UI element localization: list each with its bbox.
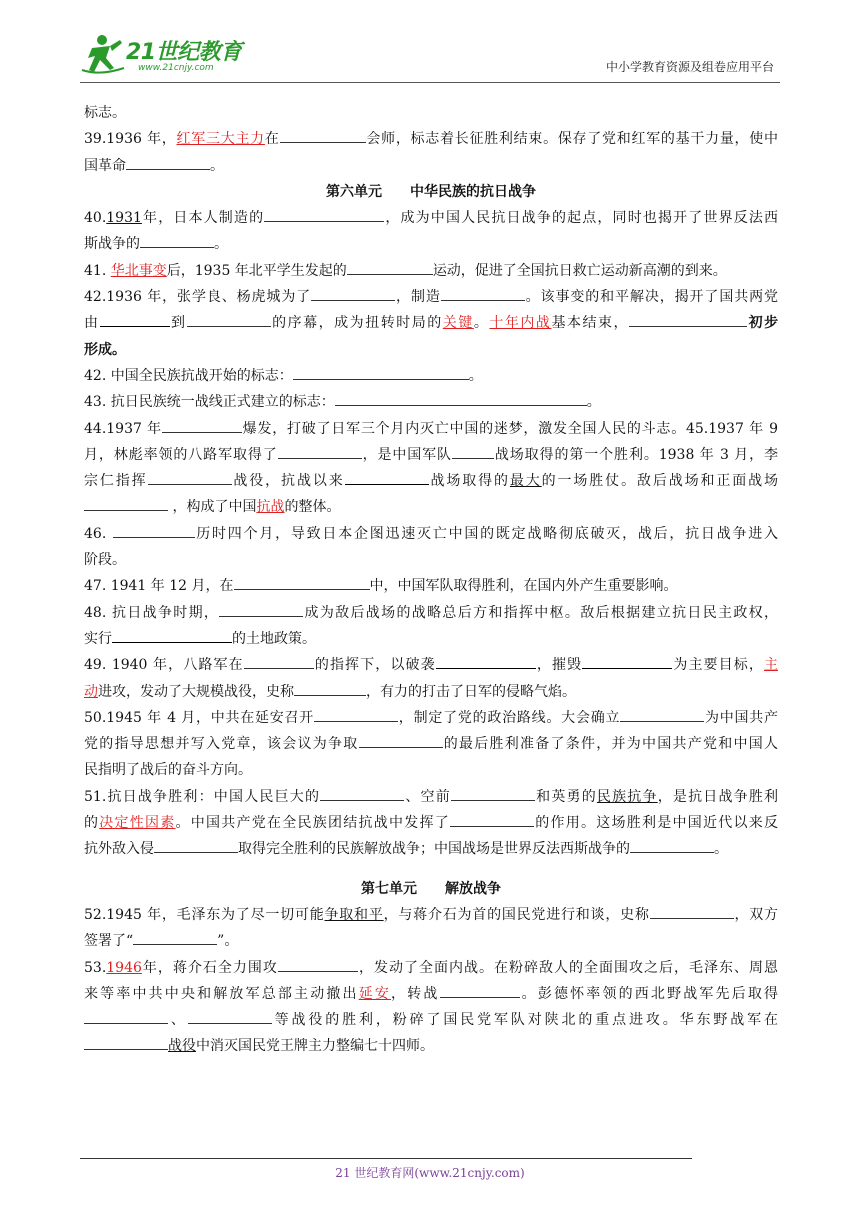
highlight-term: 关键 (442, 315, 474, 332)
question-50: 50.1945 年 4 月，中共在延安召开 ，制定了党的政治路线。大会确立 为中国共产 (84, 705, 778, 731)
answer-blank (100, 312, 170, 327)
answer-blank (133, 930, 217, 945)
text-line: 标志。 (84, 105, 126, 121)
footer-text: 21 世纪教育网(www.21cnjy.com) (335, 1166, 525, 1180)
question-49: 49. 1940 年，八路军在 的指挥下，以破袭 ，摧毁 为主要目标，主 (84, 652, 778, 678)
answer-blank (450, 812, 534, 827)
answer-blank (84, 1035, 168, 1050)
text-line: 抗外敌入侵 取得完全胜利的民族解放战争；中国战场是世界反法西斯战争的 。 (84, 836, 778, 862)
question-44: 44.1937 年 爆发，打破了日军三个月内灭亡中国的迷梦，激发全国人民的斗志。45.1937 年 9 (84, 416, 778, 442)
highlight-term: 红军三大主力 (176, 131, 265, 148)
answer-blank (293, 365, 469, 380)
question-42b: 42. 中国全民族抗战开始的标志： 。 (84, 363, 778, 389)
question-47: 47. 1941 年 12 月，在 中，中国军队取得胜利，在国内外产生重要影响。 (84, 573, 778, 599)
highlight-term: 主 (764, 657, 779, 674)
answer-blank (154, 838, 238, 853)
platform-name: 中小学教育资源及组卷应用平台 (605, 60, 774, 74)
text-line: 国革命 。 (84, 153, 778, 179)
highlight-term: 华北事变 (110, 262, 167, 279)
answer-blank (264, 207, 384, 222)
text-line: 签署了“ ”。 (84, 928, 778, 954)
question-46: 46. 历时四个月，导致日本企图迅速灭亡中国的既定战略彻底破灭，战后，抗日战争进入 (84, 521, 778, 547)
question-48: 48. 抗日战争时期， 成为敌后战场的战略总后方和指挥中枢。敌后根据建立抗日民主政权， (84, 600, 778, 626)
answer-blank (219, 602, 303, 617)
highlight-term: 动 (84, 683, 98, 700)
answer-blank (112, 628, 232, 643)
answer-blank (278, 957, 358, 972)
highlight-term: 决定性因素 (99, 815, 176, 832)
text-line: 动进攻，发动了大规模战役，史称 ，有力的打击了日军的侵略气焰。 (84, 679, 778, 705)
answer-blank (440, 983, 520, 998)
text-line: 党的指导思想并写入党章，该会议为争取 的最后胜利准备了条件，并为中国共产党和中国人 (84, 731, 778, 757)
question-43: 43. 抗日民族统一战线正式建立的标志： 。 (84, 389, 778, 415)
text-line: 来等率中共中央和解放军总部主动撤出延安，转战 。彭德怀率领的西北野战军先后取得 (84, 981, 778, 1007)
text-line: 宗仁指挥 战役，抗战以来 战场取得的最大的一场胜仗。敌后战场和正面战场 (84, 468, 778, 494)
question-40: 40.1931年，日本人制造的 ，成为中国人民抗日战争的起点，同时也揭开了世界反法西 (84, 205, 778, 231)
answer-blank (140, 233, 214, 248)
text-line: 形成。 (84, 341, 126, 358)
highlight-term: 延安 (358, 985, 392, 1002)
highlight-term: 抗战 (256, 499, 285, 516)
answer-blank (234, 575, 370, 590)
answer-blank (335, 391, 587, 406)
answer-blank (187, 312, 271, 327)
answer-blank (650, 904, 734, 919)
answer-blank (314, 707, 398, 722)
answer-blank (278, 444, 362, 459)
answer-blank (451, 786, 535, 801)
logo-url-text: www.21cnjy.com (138, 63, 214, 73)
question-53: 53.1946年，蒋介石全力围攻 ，发动了全面内战。在粉碎敌人的全面围攻之后，毛泽东、周恩 (84, 955, 778, 981)
answer-blank (280, 128, 366, 143)
document-body (84, 100, 778, 1060)
answer-blank (359, 733, 443, 748)
answer-blank (148, 470, 232, 485)
question-39: 39.1936 年，红军三大主力在 会师，标志着长征胜利结束。保存了党和红军的基干力量，使中 (84, 126, 778, 152)
question-52: 52.1945 年，毛泽东为了尽一切可能争取和平，与蒋介石为首的国民党进行和谈，史称 ，双方 (84, 902, 778, 928)
logo (80, 32, 250, 78)
answer-blank (582, 654, 672, 669)
answer-blank (620, 707, 704, 722)
logo-brand-text: 21世纪教育 (126, 40, 242, 65)
answer-blank (347, 260, 433, 275)
text-line: 斯战争的 。 (84, 231, 778, 257)
text-line: 战役中消灭国民党王牌主力整编七十四师。 (84, 1033, 778, 1059)
answer-blank (320, 786, 404, 801)
answer-blank (441, 286, 525, 301)
text-line: 阶段。 (84, 552, 126, 569)
highlight-term: 十年内战 (489, 315, 552, 332)
highlight-term: 1946 (106, 959, 142, 976)
answer-blank (629, 312, 747, 327)
answer-blank (84, 496, 168, 511)
text-line: 民指明了战后的奋斗方向。 (84, 762, 252, 779)
page-header (80, 30, 780, 83)
unit-7-heading: 第七单元 解放战争 (361, 880, 501, 897)
text-line: 月，林彪率领的八路军取得了 ，是中国军队 战场取得的第一个胜利。1938 年 3 月，李 (84, 442, 778, 468)
footer-divider (80, 1158, 692, 1159)
answer-blank (244, 654, 314, 669)
answer-blank (188, 1009, 272, 1024)
text-line: 实行 的土地政策。 (84, 626, 778, 652)
unit-6-heading: 第六单元 中华民族的抗日战争 (326, 183, 536, 200)
answer-blank (113, 523, 195, 538)
text-line: ，构成了中国抗战的整体。 (84, 494, 778, 520)
text-line: 由 到 的序幕，成为扭转时局的关键。十年内战基本结束， 初步 (84, 310, 778, 336)
question-41: 41. 华北事变后，1935 年北平学生发起的 运动，促进了全国抗日救亡运动新高潮的到来。 (84, 258, 778, 284)
answer-blank (311, 286, 395, 301)
answer-blank (436, 654, 536, 669)
text-line: 的决定性因素。中国共产党在全民族团结抗战中发挥了 的作用。这场胜利是中国近代以来反 (84, 810, 778, 836)
answer-blank (630, 838, 714, 853)
question-51: 51.抗日战争胜利：中国人民巨大的 、空前 和英勇的民族抗争，是抗日战争胜利 (84, 784, 778, 810)
answer-blank (294, 681, 366, 696)
answer-blank (162, 418, 242, 433)
answer-blank (84, 1009, 168, 1024)
answer-blank (452, 444, 494, 459)
text-line: 、 等战役的胜利，粉碎了国民党军队对陕北的重点进攻。华东野战军在 (84, 1007, 778, 1033)
answer-blank (345, 470, 429, 485)
answer-blank (126, 155, 210, 170)
question-42: 42.1936 年，张学良、杨虎城为了 ，制造 。该事变的和平解决，揭开了国共两党 (84, 284, 778, 310)
